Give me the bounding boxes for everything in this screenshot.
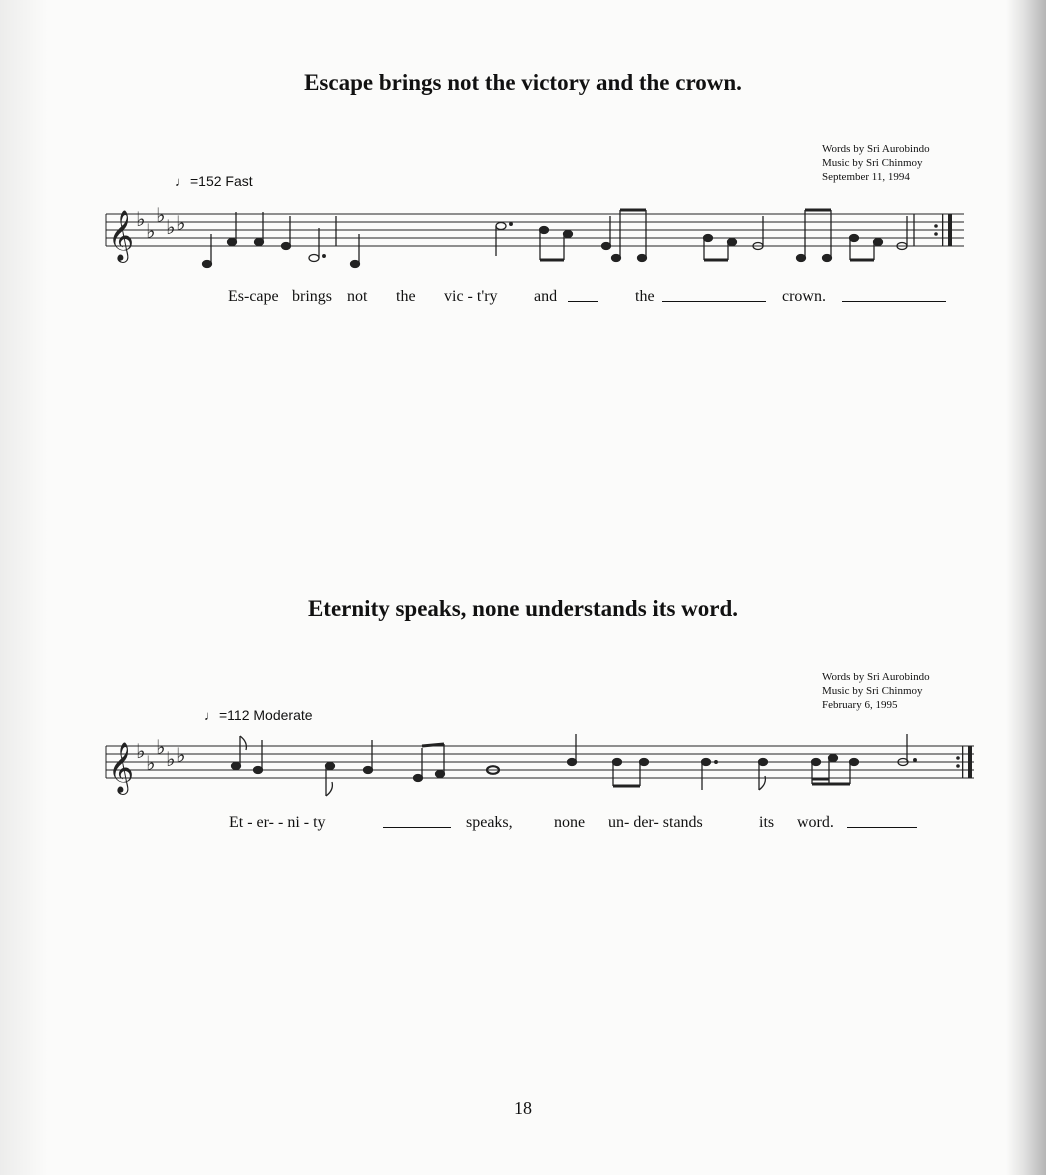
song-1-staff [96,200,976,280]
song-2-music-credit: Music by Sri Chinmoy [822,685,923,697]
song-1-music-credit: Music by Sri Chinmoy [822,157,923,169]
svg-text:♭: ♭ [146,219,156,243]
key-signature-flats [136,735,185,775]
lyric-extender-line [383,827,451,828]
song-2-date: February 6, 1995 [822,699,898,711]
song-2-lyric: word. [797,814,834,831]
song-2-staff [96,732,976,812]
song-1-lyric: brings [292,288,332,305]
song-2-lyric: none [554,814,586,831]
song-1-notes [203,210,915,268]
song-1-tempo [175,173,253,189]
lyric-extender-line [662,301,766,302]
song-1-lyric: not [347,288,368,305]
page-number: 18 [514,1098,532,1118]
song-1-tempo-text: =152 Fast [190,173,253,189]
page-gutter-shadow [0,0,48,1175]
song-1-credits [822,142,930,184]
song-2-lyric: speaks, [466,814,513,831]
song-2-notes [232,734,917,796]
song-2-tempo [204,707,313,723]
song-1-lyric: the [396,288,416,305]
svg-text:♭: ♭ [136,739,146,763]
treble-clef-icon: 𝄞 [108,742,135,793]
song-2-tempo-text: =112 Moderate [219,707,313,723]
quarter-note-icon: ♩ [175,174,188,189]
song-1-lyric: vic - t'ry [444,288,498,305]
svg-text:♭: ♭ [166,747,176,771]
svg-text:♭: ♭ [156,735,166,759]
quarter-note-icon: ♩ [204,708,217,723]
song-1-lyric: crown. [782,288,826,305]
page-edge-shadow [1006,0,1046,1175]
song-1-date: September 11, 1994 [822,171,910,183]
song-2-lyric: Et - er- - ni - ty [229,814,326,831]
song-2-lyric: its [759,814,775,831]
lyric-extender-line [842,301,946,302]
lyric-extender-line [568,301,598,302]
song-1-lyric: Es-cape [228,288,279,305]
song-2-title: Eternity speaks, none understands its word. [307,596,739,621]
song-1-lyric: the [635,288,655,305]
svg-text:♭: ♭ [146,751,156,775]
song-2-lyric: un- der- stands [608,814,703,831]
song-1-words-credit: Words by Sri Aurobindo [822,143,930,155]
svg-text:♭: ♭ [176,743,186,767]
treble-clef-icon: 𝄞 [108,210,135,261]
song-1-title: Escape brings not the victory and the crown. [304,70,742,95]
key-signature-flats [136,203,185,243]
svg-text:♭: ♭ [166,215,176,239]
song-1-lyric: and [534,288,558,305]
lyric-extender-line [847,827,917,828]
svg-text:♭: ♭ [156,203,166,227]
song-2-words-credit: Words by Sri Aurobindo [822,671,930,683]
song-2-credits [822,670,930,712]
svg-text:♭: ♭ [136,207,146,231]
svg-text:♭: ♭ [176,211,186,235]
